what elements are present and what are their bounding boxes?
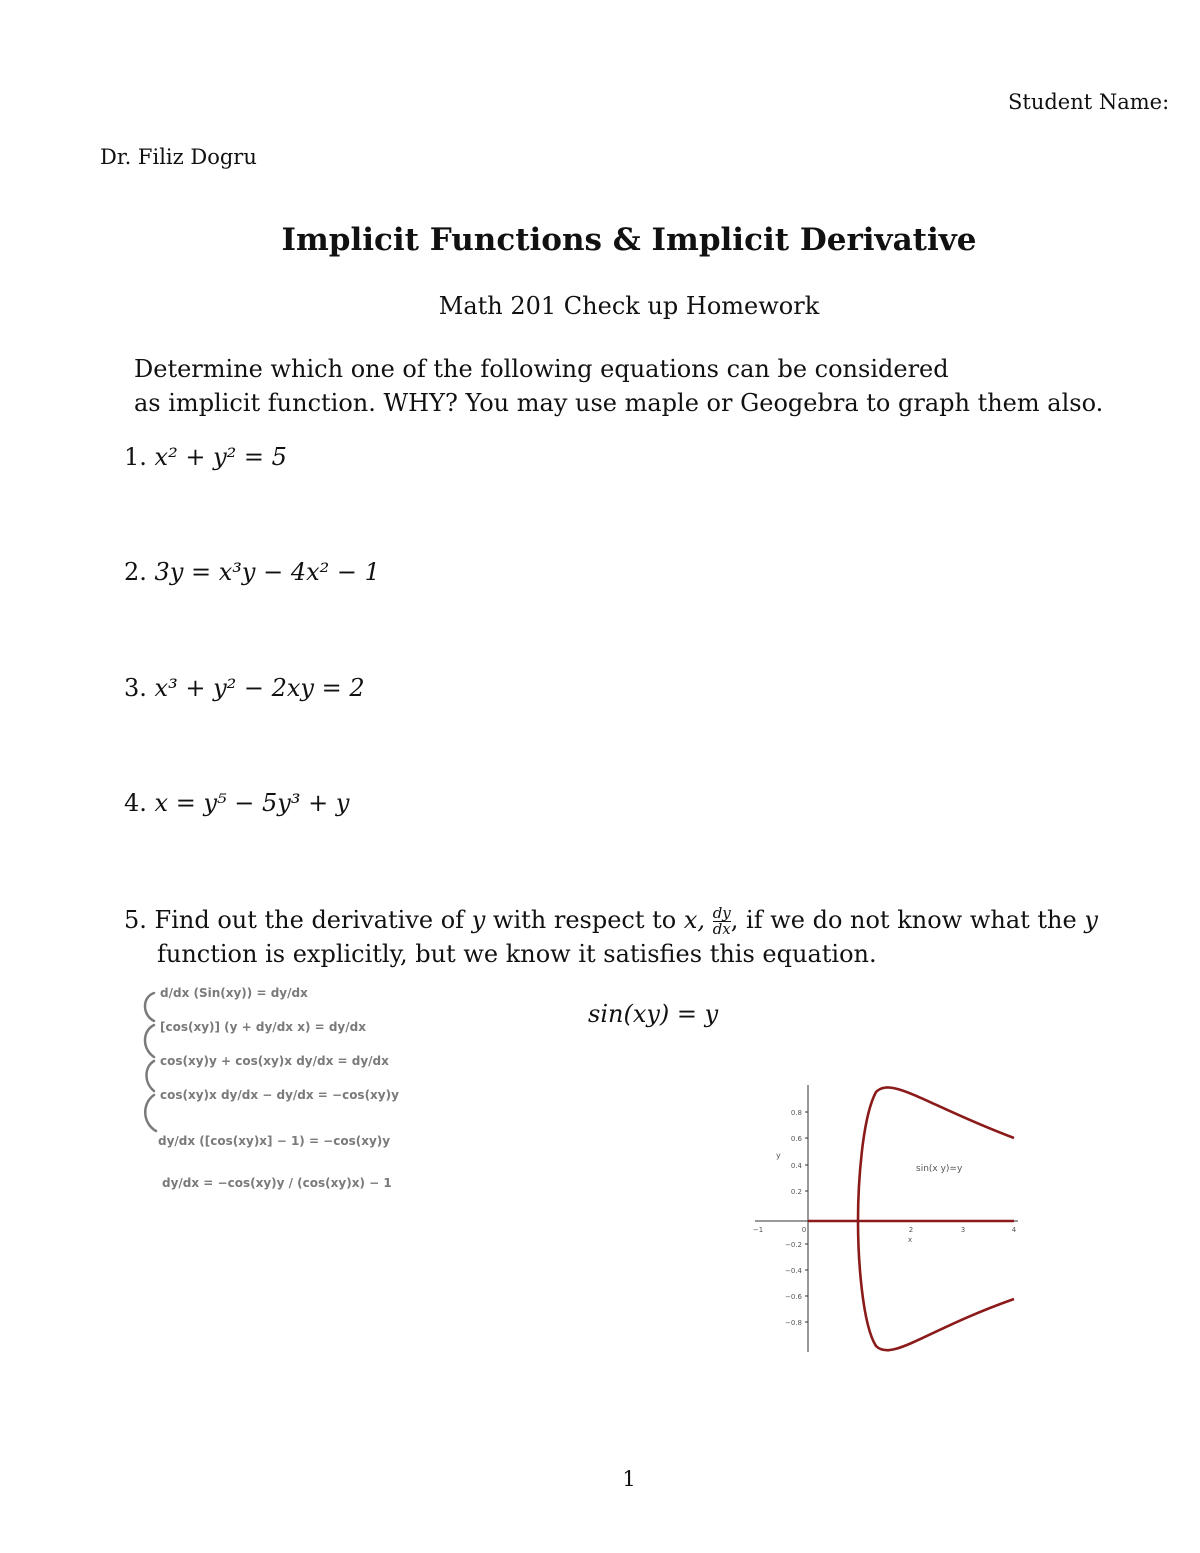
fraction-numerator: dy: [712, 904, 731, 922]
hw-line-6: dy/dx = −cos(xy)y / (cos(xy)x) − 1: [162, 1176, 392, 1190]
problem5-text-a: Find out the derivative of: [154, 906, 465, 934]
plot-y-tick-label: −0.4: [785, 1267, 802, 1275]
problem-number: 1.: [124, 443, 147, 471]
problem-equation: 3y = x³y − 4x² − 1: [154, 558, 380, 586]
plot-y-tick-label: −0.2: [785, 1241, 802, 1249]
hw-line-3: cos(xy)y + cos(xy)x dy/dx = dy/dx: [160, 1054, 389, 1068]
hw-arrow-2: [145, 1025, 154, 1057]
plot-legend: sin(x y)=y: [916, 1164, 963, 1174]
plot-y-tick-label: 0.8: [790, 1109, 802, 1117]
plot-x-tick-label: 0: [801, 1226, 807, 1234]
problem5-var-y: y: [471, 906, 486, 934]
problem-number: 3.: [124, 674, 147, 702]
plot-y-tick-label: 0.6: [790, 1135, 802, 1143]
problem5-var-y2: y: [1084, 906, 1098, 934]
plot-x-label: x: [908, 1236, 913, 1244]
plot-y-tick-label: 0.4: [790, 1162, 802, 1170]
plot-y-tick-label: −0.6: [785, 1293, 802, 1301]
problem5-line-2: function is explicitly, but we know it satisfies this equation.: [157, 940, 877, 968]
problem-equation: x³ + y² − 2xy = 2: [154, 674, 365, 702]
hw-line-5: dy/dx ([cos(xy)x] − 1) = −cos(xy)y: [158, 1134, 391, 1148]
problem5-text-c: , if we do not know what the: [730, 906, 1077, 934]
problem5-text-b: with respect to: [492, 906, 677, 934]
hw-line-1: d/dx (Sin(xy)) = dy/dx: [160, 986, 308, 1000]
plot-y-tick-label: −0.8: [785, 1319, 802, 1327]
problem-2: [124, 558, 380, 586]
problem-number: 5.: [124, 906, 147, 934]
problem-number: 2.: [124, 558, 147, 586]
problem-number: 4.: [124, 789, 147, 817]
instructions-line-2: as implicit function. WHY? You may use maple or Geogebra to graph them also.: [134, 389, 1104, 417]
handwritten-solution: [140, 975, 400, 1205]
problem-5: [124, 903, 1164, 971]
plot-y-label: y: [776, 1151, 781, 1160]
hw-line-2: [cos(xy)] (y + dy/dx x) = dy/dx: [160, 1020, 366, 1034]
plot-y-tick-label: 0.2: [790, 1188, 802, 1196]
hw-arrow-4: [145, 1095, 156, 1131]
page-subtitle: Math 201 Check up Homework: [438, 292, 820, 320]
plot-curve-upper: [858, 1087, 1014, 1221]
page-number: 1: [622, 1467, 636, 1491]
instructions: [134, 352, 1103, 420]
implicit-plot: [750, 1080, 1030, 1360]
sin-equation: sin(xy) = y: [588, 1000, 719, 1028]
problem-1: [124, 443, 287, 471]
problem-equation: x² + y² = 5: [154, 443, 287, 471]
problem5-var-x: x,: [683, 906, 706, 934]
problem-3: [124, 674, 365, 702]
plot-x-tick-label: 4: [1011, 1226, 1017, 1234]
fraction-denominator: dx: [712, 920, 731, 938]
hw-arrow-3: [147, 1061, 155, 1091]
student-name-label: Student Name:: [1008, 90, 1170, 114]
author-name: Dr. Filiz Dogru: [100, 145, 257, 169]
instructions-line-1: Determine which one of the following equations can be considered: [134, 355, 949, 383]
plot-x-tick-label: 3: [960, 1226, 966, 1234]
hw-line-4: cos(xy)x dy/dx − dy/dx = −cos(xy)y: [160, 1088, 399, 1102]
plot-curve-lower: [858, 1221, 1014, 1350]
dy-dx-fraction: [713, 906, 731, 937]
hw-arrow-1: [145, 993, 154, 1021]
plot-x-tick-label: −1: [752, 1226, 764, 1234]
problem-4: [124, 789, 349, 817]
page-title: Implicit Functions & Implicit Derivative: [281, 222, 977, 258]
plot-x-tick-label: 2: [908, 1226, 914, 1234]
problem-equation: x = y⁵ − 5y³ + y: [154, 789, 350, 817]
